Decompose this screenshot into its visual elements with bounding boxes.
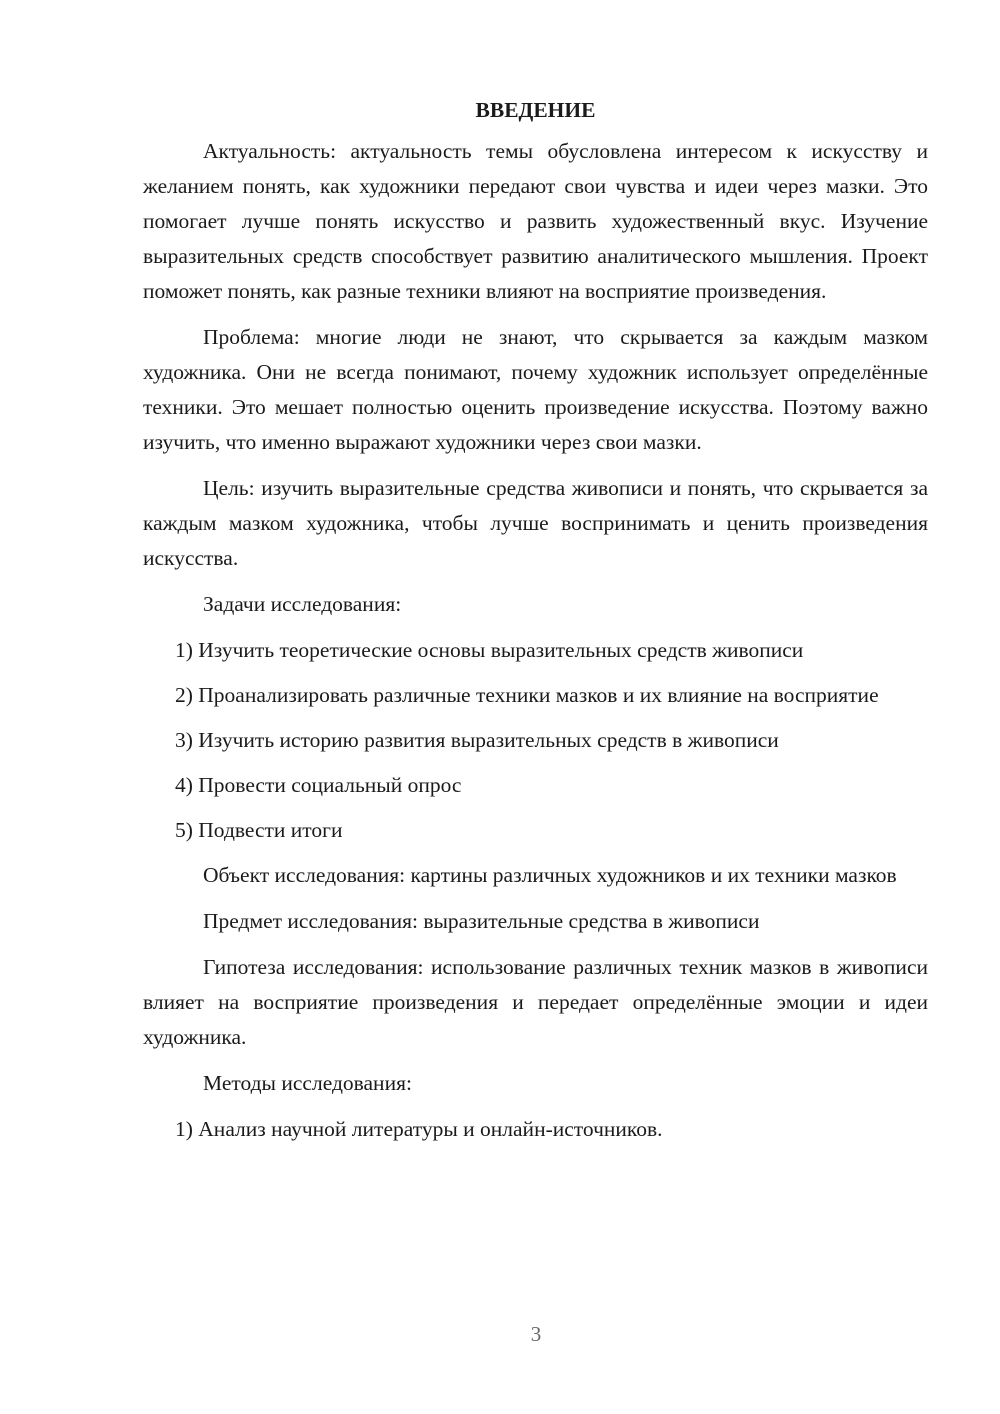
paragraph-object: Объект исследования: картины различных художников и их техники мазков [203,863,897,887]
paragraph-problem: Проблема: многие люди не знают, что скрывается за каждым мазком художника. Они не всегда понимают, почему художник использует определённые техники. Это мешает полностью оценить произведение искусства. Поэтому важно изучить, что именно выражают художники через свои мазки. [143,325,928,454]
task-item: 2) Проанализировать различные техники мазков и их влияние на восприятие [175,683,879,707]
document-page [143,92,928,1157]
task-item: 5) Подвести итоги [175,818,343,842]
task-item: 3) Изучить историю развития выразительных средств в живописи [175,728,779,752]
paragraph-hypothesis: Гипотеза исследования: использование различных техник мазков в живописи влияет на восприятие произведения и передает определённые эмоции и идеи художника. [143,955,928,1049]
methods-heading: Методы исследования: [203,1071,412,1095]
paragraph-subject: Предмет исследования: выразительные средства в живописи [203,909,760,933]
tasks-heading: Задачи исследования: [203,592,402,616]
paragraph-goal: Цель: изучить выразительные средства живописи и понять, что скрывается за каждым мазком художника, чтобы лучше воспринимать и ценить произведения искусства. [143,476,928,570]
method-item: 1) Анализ научной литературы и онлайн-источников. [175,1117,663,1141]
page-title: ВВЕДЕНИЕ [475,98,596,122]
page-number: 3 [530,1322,542,1346]
task-item: 4) Провести социальный опрос [175,773,462,797]
task-item: 1) Изучить теоретические основы выразительных средств живописи [175,638,804,662]
paragraph-relevance: Актуальность: актуальность темы обусловлена интересом к искусству и желанием понять, как художники передают свои чувства и идеи через мазки. Это помогает лучше понять искусство и развить художественный вкус. Изучение выразительных средств способствует развитию аналитического мышления. Проект поможет понять, как разные техники влияют на восприятие произведения. [143,139,928,303]
